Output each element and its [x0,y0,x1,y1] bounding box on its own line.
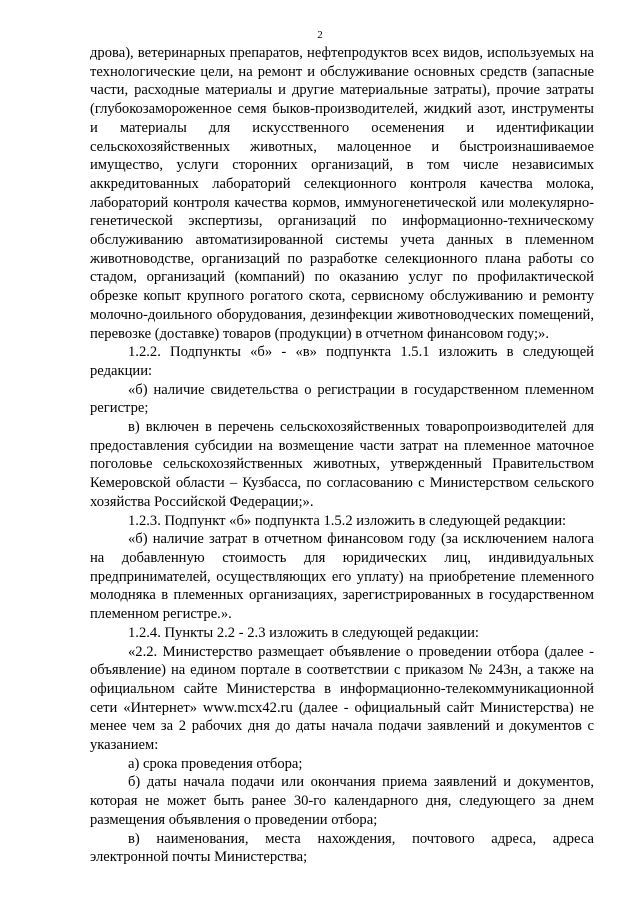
paragraph-item-b: «б) наличие свидетельства о регистрации в государственном племенном регистре; [90,381,594,417]
paragraph-1-2-4: 1.2.4. Пункты 2.2 - 2.3 изложить в следующей редакции: [128,624,479,641]
paragraph-continuation: дрова), ветеринарных препаратов, нефтепродуктов всех видов, используемых на технологические цели, на ремонт и обслуживание основных средств (запасные части, расходные материалы и другие материальные затраты), прочие затраты (глубокозамороженное семя быков-производителей, жидкий азот, инструменты и материалы для искусственного осеменения и идентификации сельскохозяйственных животных, малоценное и быстроизнашиваемое имущество, услуги сторонних организаций, в том числе независимых аккредитованных лабораторий селекционного контроля качества молока, лабораторий контроля качества кормов, иммуногенетической или молекулярно-генетической экспертизы, организаций по информационно-техническому обслуживанию автоматизированной системы учета данных в племенном животноводстве, организаций по разработке селекционного плана работы со стадом, организаций (компаний) по оказанию услуг по профилактической обрезке копыт крупного рогатого скота, сервисному обслуживанию и ремонту молочно-доильного оборудования, дезинфекции животноводческих помещений, перевозке (доставке) товаров (продукции) в отчетном финансовом году;». [90,45,594,342]
paragraph-item-v: в) включен в перечень сельскохозяйственных товаропроизводителей для предоставления субсидии на возмещение части затрат на племенное маточное поголовье сельскохозяйственных животных, утвержденный Правительством Кемеровской области – Кузбасса, по согласованию с Министерством сельского хозяйства Российской Федерации;». [90,419,594,510]
paragraph-item-a: а) срока проведения отбора; [128,755,303,772]
paragraph-item-b-dates: б) даты начала подачи или окончания приема заявлений и документов, которая не может быть ранее 30-го календарного дня, следующего за днем размещения объявления о проведении отбора; [90,774,594,828]
paragraph-2-2: «2.2. Министерство размещает объявление о проведении отбора (далее - объявление) на едином портале в соответствии с приказом № 243н, а также на официальном сайте Министерства в информационно-телекоммуникационной сети «Интернет» www.mcx42.ru (далее - официальный сайт Министерства) не менее чем за 2 рабочих дня до даты начала подачи заявлений и документов с указанием: [90,643,594,754]
paragraph-item-b-costs: «б) наличие затрат в отчетном финансовом году (за исключением налога на добавленную стоимость для юридических лиц, индивидуальных предпринимателей, осуществляющих его уплату) на приобретение племенного молодняка в племенных организациях, зарегистрированных в государственном племенном регистре.». [90,531,594,623]
page-number: 2 [317,29,323,41]
paragraph-item-v-address: в) наименования, места нахождения, почтового адреса, адреса электронной почты Министерства; [90,830,594,866]
paragraph-1-2-2: 1.2.2. Подпункты «б» - «в» подпункта 1.5.1 изложить в следующей редакции: [90,344,594,379]
document-body [90,44,594,867]
paragraph-1-2-3: 1.2.3. Подпункт «б» подпункта 1.5.2 изложить в следующей редакции: [128,512,567,529]
